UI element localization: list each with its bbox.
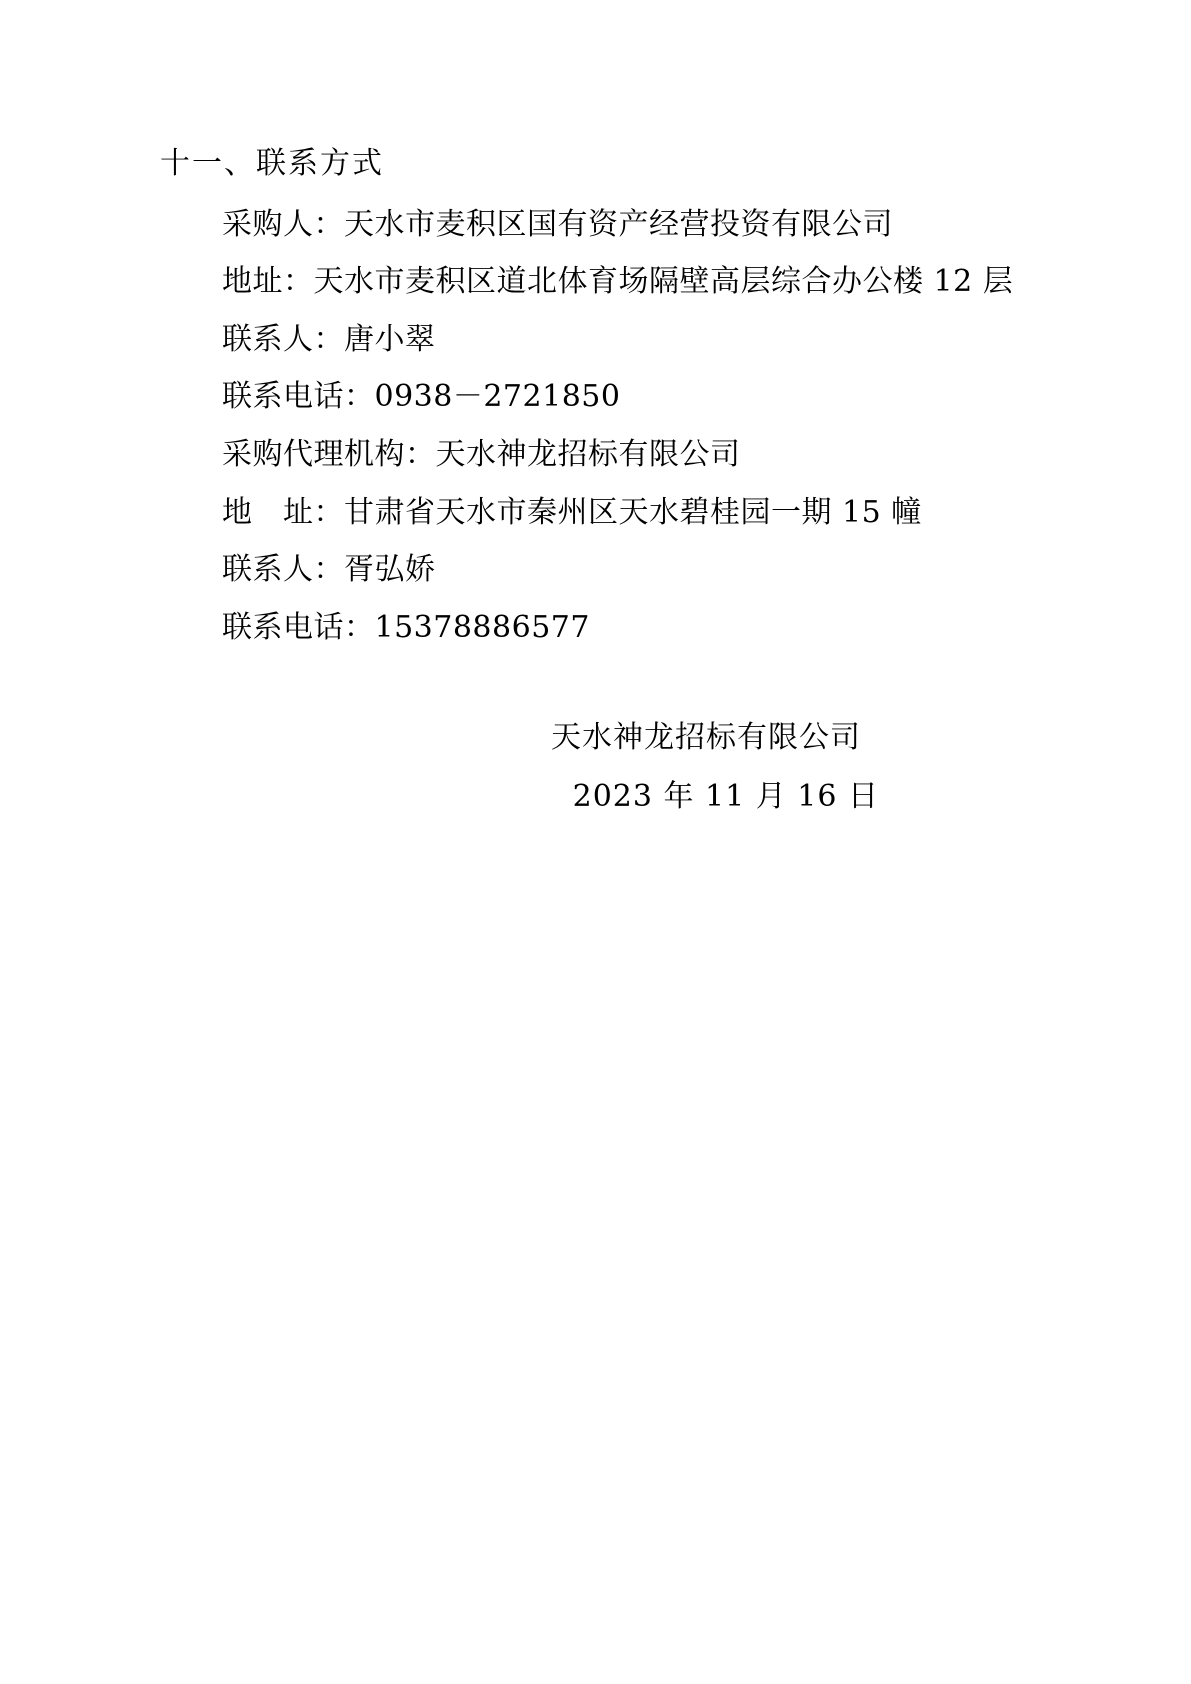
document-body (120, 140, 1071, 822)
signature-company: 天水神龙招标有限公司 (551, 720, 861, 756)
list-item: 联系人：胥弘娇 (222, 552, 436, 588)
list-item: 联系人：唐小翠 (222, 321, 436, 357)
signature-date: 2023 年 11 月 16 日 (572, 778, 879, 814)
list-item: 地 址：甘肃省天水市秦州区天水碧桂园一期 15 幢 (222, 494, 922, 530)
list-item: 地址：天水市麦积区道北体育场隔壁高层综合办公楼 12 层 (222, 264, 1014, 300)
list-item: 联系电话：0938－2721850 (222, 379, 621, 415)
signature-block (120, 714, 1071, 821)
list-item: 联系电话：15378886577 (222, 609, 590, 645)
contact-info-list (120, 201, 1071, 653)
list-item: 采购代理机构：天水神龙招标有限公司 (222, 436, 741, 472)
section-heading: 十一、联系方式 (160, 146, 384, 181)
list-item: 采购人：天水市麦积区国有资产经营投资有限公司 (222, 206, 893, 242)
